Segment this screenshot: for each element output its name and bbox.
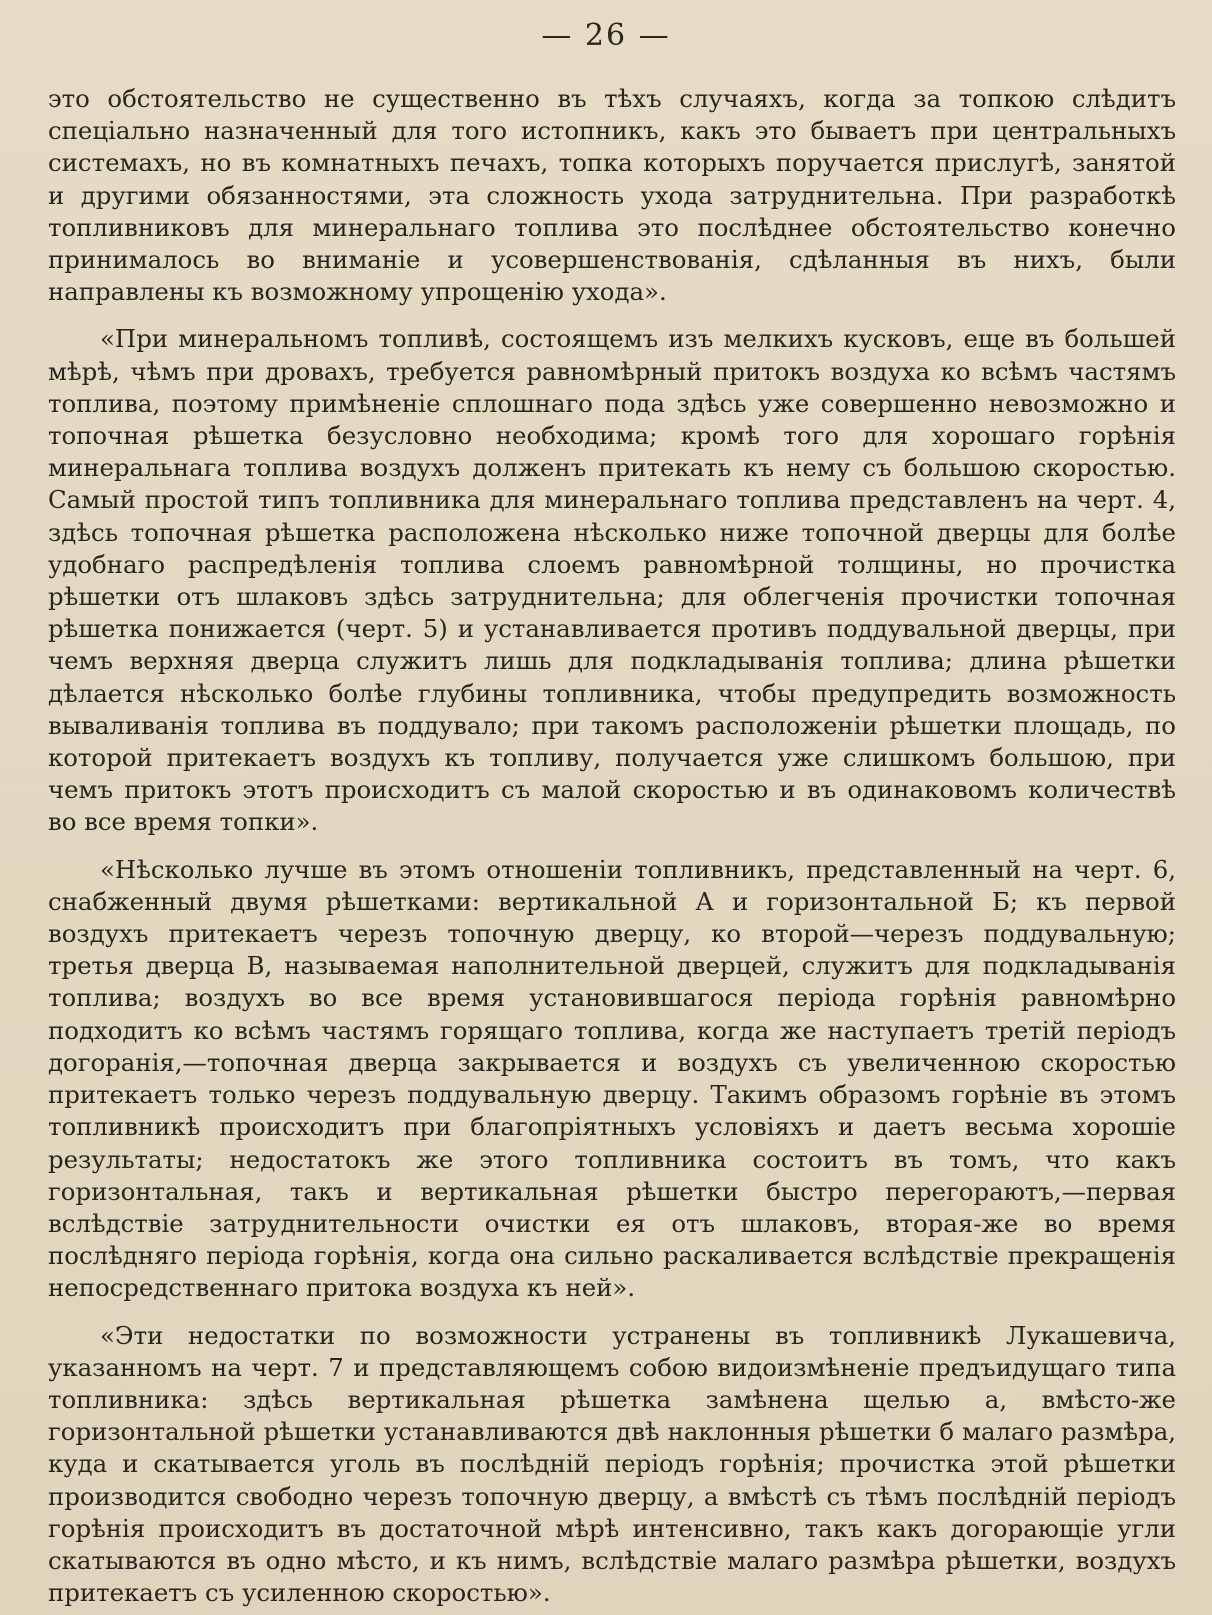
paragraph-3: «Нѣсколько лучше въ этомъ отношеніи топливникъ, представленный на черт. 6, снабженный двумя рѣшетками: вертикальной А и горизонтальной Б; къ первой воздухъ притекаетъ черезъ топочную дверцу, ко второй—черезъ поддувальную; третья дверца В, называемая наполнительной дверцей, служитъ для подкладыванія топлива; воздухъ во все время установившагося періода горѣнія равномѣрно подходитъ ко всѣмъ частямъ горящаго топлива, когда же наступаетъ третій періодъ догоранія,—топочная дверца закрывается и воздухъ съ увеличенною скоростью притекаетъ только черезъ поддувальную дверцу. Такимъ образомъ горѣніе въ этомъ топливникѣ происходитъ при благопріятныхъ условіяхъ и даетъ весьма хорошіе результаты; недостатокъ же этого топливника состоитъ въ томъ, что какъ горизонтальная, такъ и вертикальная рѣшетки быстро перегораютъ,—первая вслѣдствіе затруднительности очистки ея отъ шлаковъ, вторая-же во время послѣдняго періода горѣнія, когда она сильно раскаливается вслѣдствіе прекращенія непосредственнаго притока воздуха къ ней».	[48, 854, 1176, 1303]
page-number: — 26 —	[541, 18, 671, 53]
paragraph-2: «При минеральномъ топливѣ, состоящемъ изъ мелкихъ кусковъ, еще въ большей мѣрѣ, чѣмъ при дровахъ, требуется равномѣрный притокъ воздуха ко всѣмъ частямъ топлива, поэтому примѣненіе сплошнаго пода здѣсь уже совершенно невозможно и топочная рѣшетка безусловно необходима; кромѣ того для хорошаго горѣнія минеральнага топлива воздухъ долженъ притекать къ нему съ большою скоростью. Самый простой типъ топливника для минеральнаго топлива представленъ на черт. 4, здѣсь топочная рѣшетка расположена нѣсколько ниже топочной дверцы для болѣе удобнаго распредѣленія топлива слоемъ равномѣрной толщины, но прочистка рѣшетки отъ шлаковъ здѣсь затруднительна; для облегченія прочистки топочная рѣшетка понижается (черт. 5) и устанавливается противъ поддувальной дверцы, при чемъ верхняя дверца служитъ лишь для подкладыванія топлива; длина рѣшетки дѣлается нѣсколько болѣе глубины топливника, чтобы предупредить возможность вываливанія топлива въ поддувало; при такомъ расположеніи рѣшетки площадь, по которой притекаетъ воздухъ къ топливу, получается уже слишкомъ большою, при чемъ притокъ этотъ происходитъ съ малой скоростью и въ одинаковомъ количествѣ во все время топки».	[48, 324, 1176, 837]
paragraph-1: это обстоятельство не существенно въ тѣхъ случаяхъ, когда за топкою слѣдитъ спеціально назначенный для того истопникъ, какъ это бываетъ при центральныхъ системахъ, но въ комнатныхъ печахъ, топка которыхъ поручается прислугѣ, занятой и другими обязанностями, эта сложность ухода затруднительна. При разработкѣ топливниковъ для минеральнаго топлива это послѣднее обстоятельство конечно принималось во вниманіе и усовершенствованія, сдѣланныя въ нихъ, были направлены къ возможному упрощенію ухода».	[48, 84, 1176, 307]
paragraph-4: «Эти недостатки по возможности устранены въ топливникѣ Лукашевича, указанномъ на черт. 7 и представляющемъ собою видоизмѣненіе предъидущаго типа топливника: здѣсь вертикальная рѣшетка замѣнена щелью а, вмѣсто-же горизонтальной рѣшетки устанавливаются двѣ наклонныя рѣшетки б малаго размѣра, куда и скатывается уголь въ послѣдній періодъ горѣнія; прочистка этой рѣшетки производится свободно черезъ топочную дверцу, а вмѣстѣ съ тѣмъ послѣдній періодъ горѣнія происходитъ въ достаточной мѣрѣ интенсивно, такъ какъ догорающіе угли скатываются въ одно мѣсто, и къ нимъ, вслѣдствіе малаго размѣра рѣшетки, воздухъ притекаетъ съ усиленною скоростью».	[48, 1320, 1176, 1608]
body-text	[48, 83, 1176, 1609]
